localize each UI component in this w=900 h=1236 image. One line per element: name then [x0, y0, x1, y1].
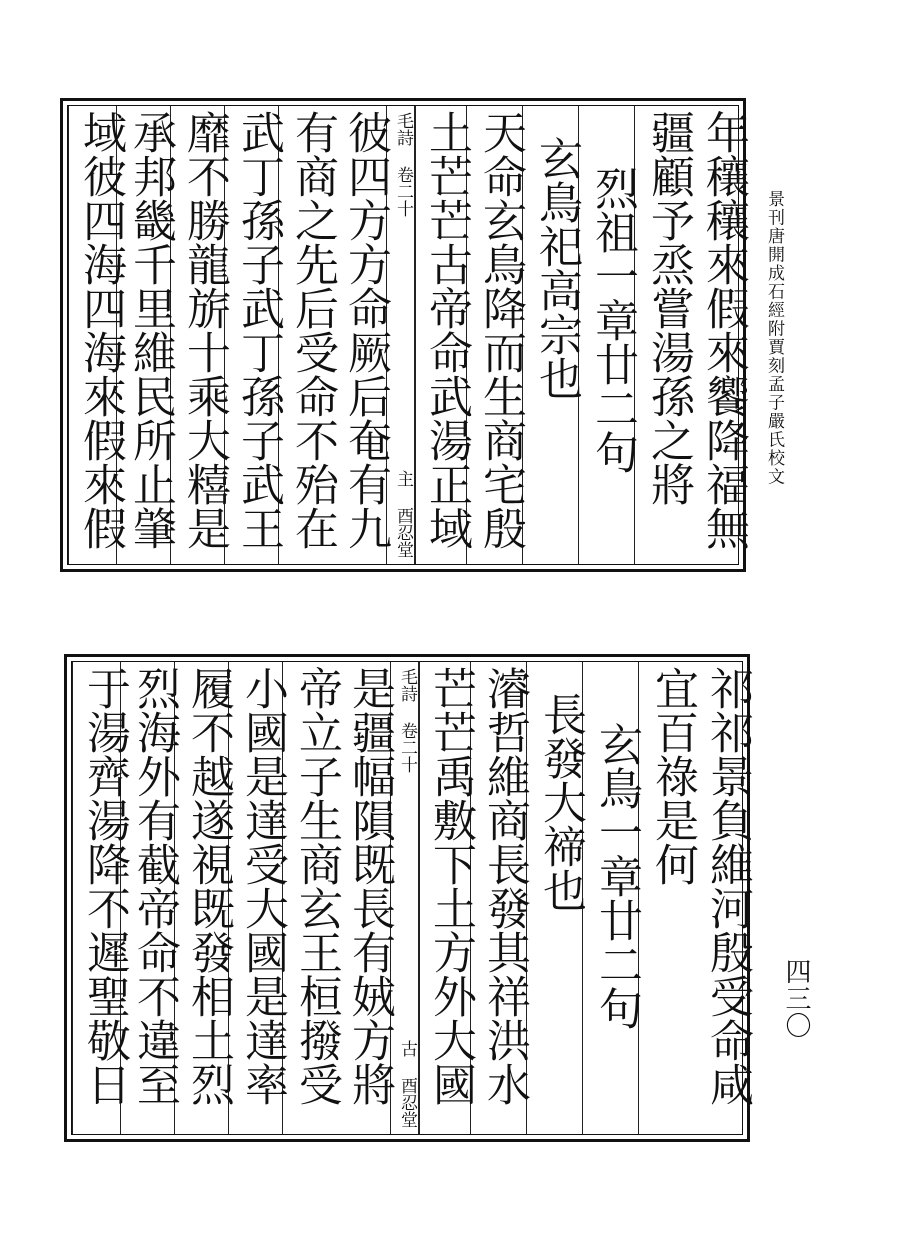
fold-label-bottom: 古 酉忍堂 — [397, 1040, 417, 1128]
column-text: 靡不勝龍旂十乘大糦是 — [179, 110, 230, 550]
column-text: 烈祖一章廿二句 — [587, 166, 638, 474]
column-text: 玄鳥祀高宗也 — [531, 136, 582, 400]
bottom-text-panel — [64, 654, 753, 1142]
column-text: 土芒芒古帝命武湯正域 — [421, 110, 472, 550]
book-title: 景刊唐開成石經附賈刻孟子嚴氏校文 — [764, 190, 784, 486]
column-text: 有商之先后受命不殆在 — [287, 110, 338, 550]
text-column — [638, 662, 698, 1134]
text-column — [526, 662, 586, 1134]
text-column — [68, 106, 126, 564]
column-text: 小國是達受大國是達率 — [237, 666, 288, 1106]
column-text: 玄鳥一章廿二句 — [591, 722, 642, 1030]
fold-label-top: 毛詩 卷二十 — [397, 668, 417, 773]
bottom-panel-inner — [71, 661, 753, 1135]
column-text: 是疆幅隕既長有娀方將 — [344, 666, 395, 1106]
top-panel-inner — [67, 105, 749, 565]
column-text: 天命玄鳥降而生商宅殷 — [475, 110, 526, 550]
text-column — [582, 662, 642, 1134]
fold-label-bottom: 主 酉忍堂 — [393, 470, 413, 558]
column-text: 烈海外有截帝命不違至 — [129, 666, 180, 1106]
column-text: 武丁孫子武丁孫子武王 — [233, 110, 284, 550]
column-text: 帝立子生商玄王桓撥受 — [291, 666, 342, 1106]
text-column — [578, 106, 638, 564]
column-text: 承邦畿千里維民所止肇 — [125, 110, 176, 550]
column-text: 宜百祿是何 — [647, 666, 698, 886]
column-text: 履不越遂視既發相土烈 — [183, 666, 234, 1106]
column-text: 于湯齊湯降不遲聖敬日 — [79, 666, 130, 1106]
fold-label-top: 毛詩 卷二十 — [393, 112, 413, 217]
column-text: 祁祁景負維河殷受命咸 — [702, 666, 753, 1106]
text-column — [72, 662, 130, 1134]
text-column — [690, 106, 749, 564]
page-number: 四三〇 — [781, 958, 811, 1039]
column-text: 年穰穰來假來饗降福無 — [698, 110, 749, 550]
text-column — [522, 106, 582, 564]
text-column — [694, 662, 753, 1134]
column-text: 濬哲維商長發其祥洪水 — [479, 666, 530, 1106]
text-column — [414, 106, 472, 564]
column-text: 彼四方方命厥后奄有九 — [340, 110, 391, 550]
text-column — [634, 106, 694, 564]
column-text: 域彼四海四海來假來假 — [75, 110, 126, 550]
text-column — [418, 662, 476, 1134]
top-text-panel — [60, 98, 749, 572]
column-text: 芒芒禹敷下土方外大國 — [425, 666, 476, 1106]
column-text: 長發大禘也 — [535, 692, 586, 912]
column-text: 疆顧予烝嘗湯孫之將 — [643, 110, 694, 506]
